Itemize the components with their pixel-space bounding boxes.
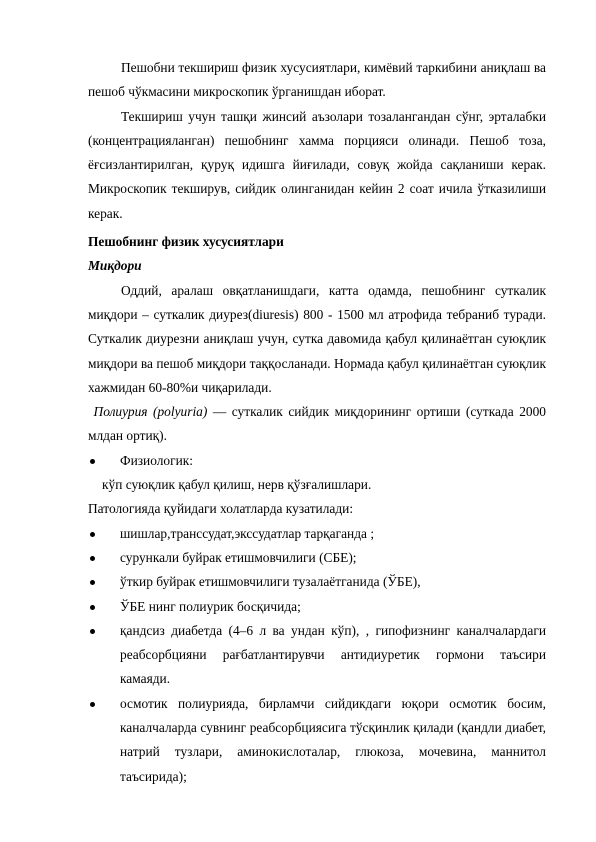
list-item-text: ЎБЕ нинг полиурик босқичида;	[120, 598, 301, 614]
list-item	[88, 546, 546, 570]
bullet-icon	[90, 580, 95, 585]
collection-paragraph: Текшириш учун ташқи жинсий аъзолари тозалангандан сўнг, эрталабки (концентрацияланган) пешобнинг хамма порцияси олинади. Пешоб тоза, ёғсизлантирилган, қуруқ идишга йиғилади, совуқ жойда сақланиши керак. Микроскопик текширув, сийдик олинганидан кейин 2 соат ичила ўтказилиши керак.	[88, 108, 546, 221]
physiological-causes: кўп суюқлик қабул қилиш, нерв қўзғалишлари.	[102, 477, 372, 493]
list-item	[88, 595, 546, 619]
pathology-intro: Патологияда қуйидаги холатларда кузатилади:	[88, 501, 354, 517]
polyuria-definition: — суткалик сийдик миқдорининг ортиши (суткада 2000 млдан ортиқ).	[88, 404, 547, 444]
section-heading: Пешобнинг физик хусусиятлари	[88, 234, 284, 250]
pathology-list	[88, 522, 546, 789]
quantity-paragraph: Оддий, аралаш овқатланишдаги, катта одамда, пешобнинг суткалик миқдори – суткалик диурез(diuresis) 800 - 1500 мл атрофида тебраниб туради. Суткалик диурезни аниқлаш учун, сутка давомида қабул қилинаётган суюқлик миқдори ва пешоб миқдори таққосланади. Нормада қабул қилинаётган суюқлик хажмидан 60-80%и чиқарилади.	[88, 282, 546, 395]
bullet-icon	[90, 532, 95, 537]
bullet-icon	[90, 459, 95, 464]
list-item	[88, 522, 546, 546]
list-item	[88, 619, 546, 692]
bullet-icon	[90, 605, 95, 610]
bullet-icon	[90, 556, 95, 561]
list-item-text: осмотик полиурияда, бирламчи сийдикдаги юқори осмотик босим, каналчаларда сувнинг реабсорбциясига тўсқинлик қилади (қандли диабет, натрий тузлари, аминокислоталар, глюкоза, мочевина, маннитол таъсирида);	[120, 695, 546, 784]
document-page	[88, 56, 546, 789]
list-item-text: сурункали буйрак етишмовчилиги (СБЕ);	[120, 549, 357, 565]
bullet-icon	[90, 629, 95, 634]
list-item	[88, 692, 546, 789]
list-item-text: ўткир буйрак етишмовчилиги тузалаётганида (ЎБЕ),	[120, 574, 421, 590]
list-item	[88, 449, 546, 473]
list-item-text: шишлар,транссудат,экссудатлар тарқаганда ;	[120, 525, 375, 541]
polyuria-paragraph	[88, 400, 546, 449]
physiological-list	[88, 449, 546, 473]
list-item	[88, 570, 546, 594]
bullet-icon	[90, 702, 95, 707]
section-subheading: Миқдори	[88, 258, 142, 274]
intro-paragraph: Пешобни текшириш физик хусусиятлари, кимёвий таркибини аниқлаш ва пешоб чўкмасини микроскопик ўрганишдан иборат.	[88, 60, 546, 100]
list-item-text: қандсиз диабетда (4–6 л ва ундан кўп), , гипофизнинг каналчалардаги реабсорбцияни рағбатлантирувчи антидиуретик гормони таъсири камаяди.	[120, 622, 546, 687]
physiological-label: Физиологик:	[120, 452, 193, 468]
polyuria-term: Полиурия (polyuria)	[93, 404, 208, 420]
